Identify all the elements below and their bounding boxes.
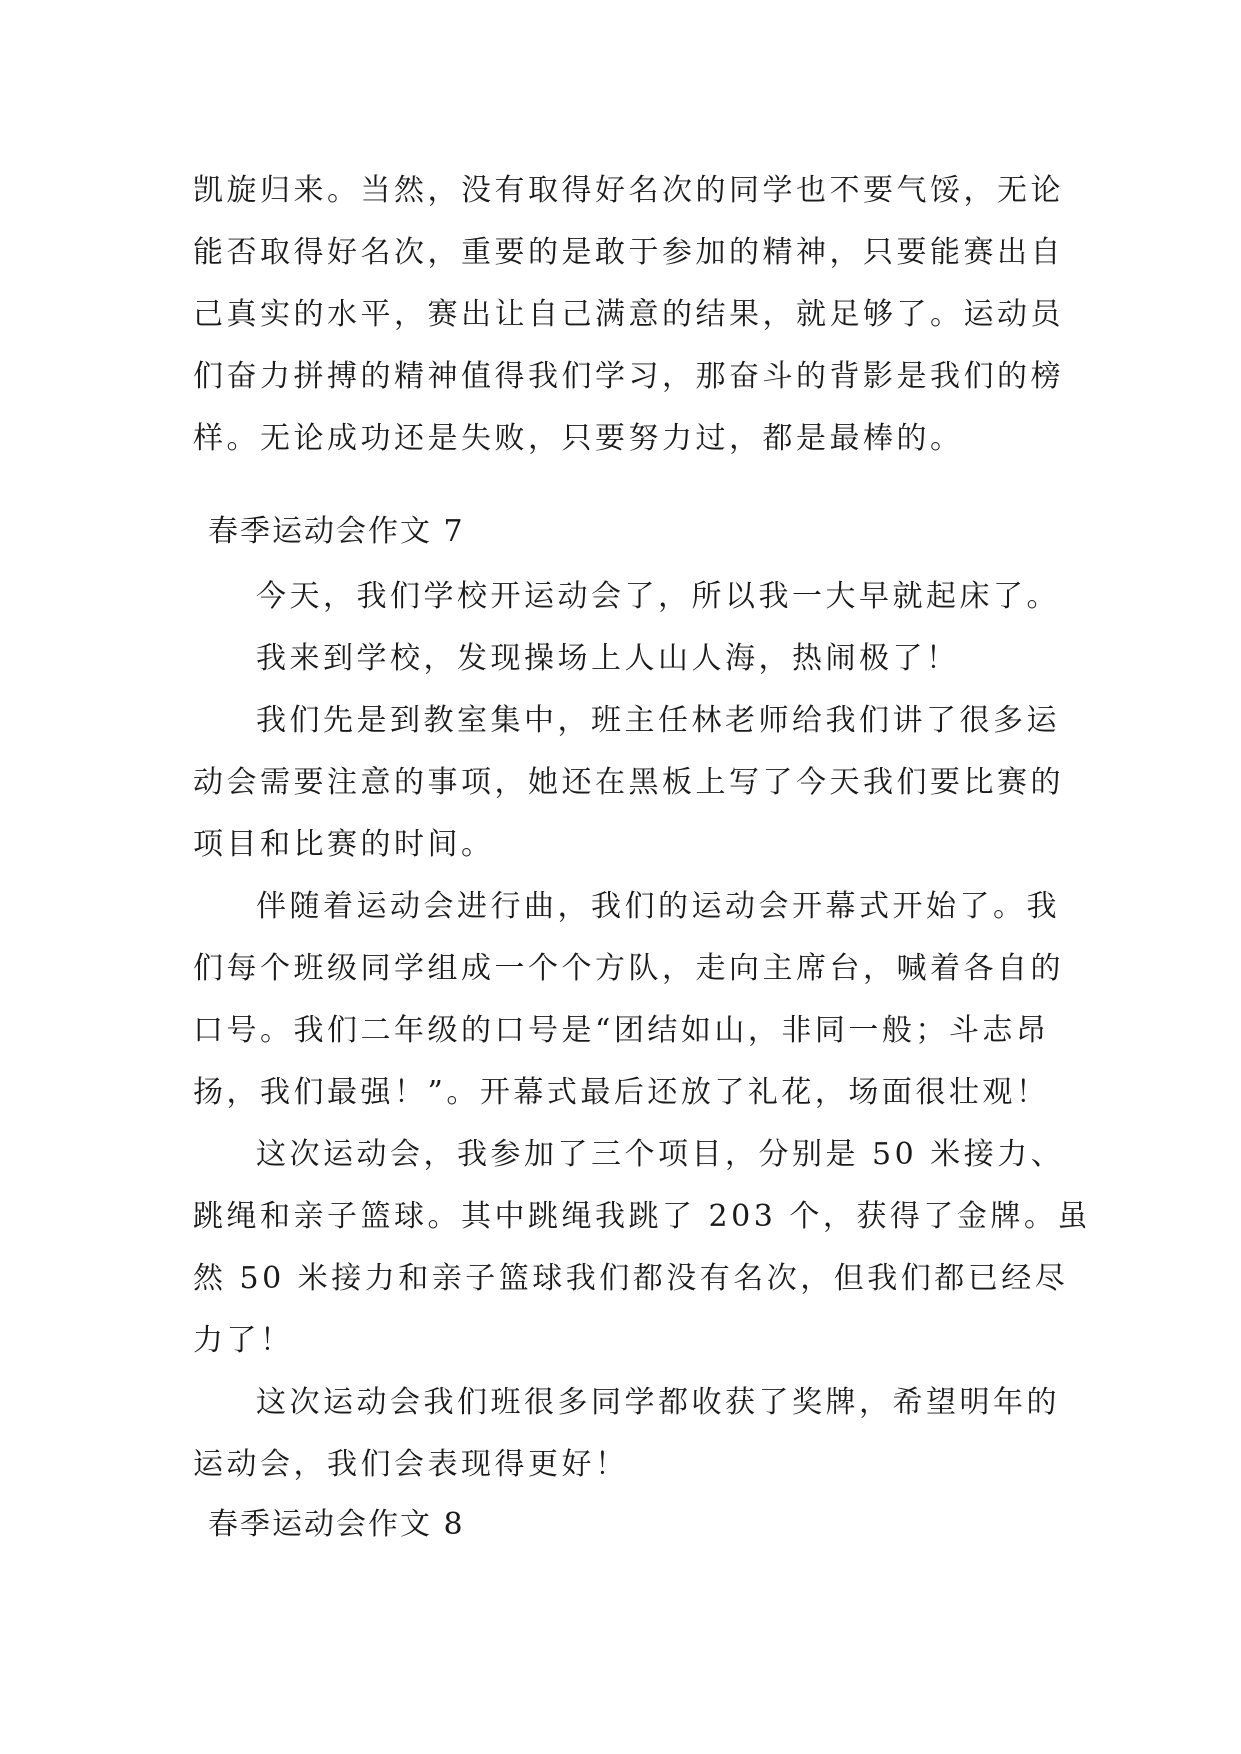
paragraph-line: 己真实的水平，赛出让自己满意的结果，就足够了。运动员	[193, 297, 1064, 332]
paragraph-line: 力了！	[193, 1323, 294, 1358]
paragraph-line: 凯旋归来。当然，没有取得好名次的同学也不要气馁，无论	[193, 173, 1064, 208]
essay-7-title: 春季运动会作文 7	[208, 514, 465, 549]
paragraph-line: 今天，我们学校开运动会了，所以我一大早就起床了。	[256, 579, 1060, 614]
paragraph-line: 我们先是到教室集中，班主任林老师给我们讲了很多运	[256, 703, 1060, 738]
paragraph-line: 这次运动会我们班很多同学都收获了奖牌，希望明年的	[256, 1385, 1060, 1420]
essay-7-body	[193, 566, 1091, 1496]
paragraph-line: 运动会，我们会表现得更好！	[193, 1447, 629, 1482]
paragraph-line: 我来到学校，发现操场上人山人海，热闹极了！	[256, 641, 960, 676]
paragraph-line: 这次运动会，我参加了三个项目，分别是 50 米接力、	[256, 1137, 1065, 1172]
paragraph-line: 动会需要注意的事项，她还在黑板上写了今天我们要比赛的	[193, 765, 1064, 800]
paragraph-line: 扬，我们最强！”。开幕式最后还放了礼花，场面很壮观！	[193, 1075, 1050, 1110]
essay-8-title: 春季运动会作文 8	[208, 1507, 465, 1542]
top-paragraph	[193, 160, 1073, 470]
paragraph-line: 项目和比赛的时间。	[193, 827, 495, 862]
paragraph-line: 跳绳和亲子篮球。其中跳绳我跳了 203 个，获得了金牌。虽	[193, 1199, 1091, 1234]
paragraph-line: 们奋力拼搏的精神值得我们学习，那奋斗的背影是我们的榜	[193, 359, 1064, 394]
paragraph-line: 口号。我们二年级的口号是“团结如山，非同一般；斗志昂	[193, 1013, 1050, 1048]
paragraph-line: 能否取得好名次，重要的是敢于参加的精神，只要能赛出自	[193, 235, 1064, 270]
paragraph-line: 伴随着运动会进行曲，我们的运动会开幕式开始了。我	[256, 889, 1060, 924]
paragraph-line: 然 50 米接力和亲子篮球我们都没有名次，但我们都已经尽	[193, 1261, 1069, 1296]
paragraph-line: 们每个班级同学组成一个个方队，走向主席台，喊着各自的	[193, 951, 1064, 986]
paragraph-line: 样。无论成功还是失败，只要努力过，都是最棒的。	[193, 421, 964, 456]
